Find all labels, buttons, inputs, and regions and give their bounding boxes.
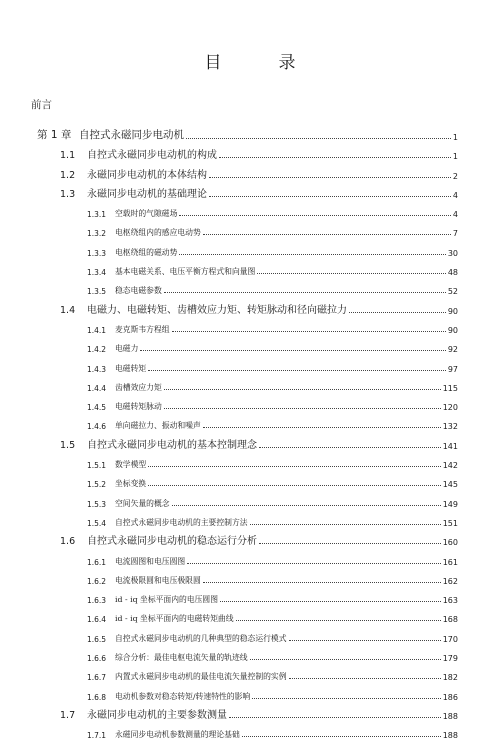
- toc-entry-page-number: 170: [442, 634, 458, 644]
- toc-entry-number: 1.1: [60, 150, 87, 161]
- dot-leader: [209, 177, 451, 178]
- toc-entry-title: 麦克斯韦方程组: [115, 324, 170, 334]
- dot-leader: [179, 215, 451, 216]
- dot-leader: [250, 659, 441, 660]
- toc-entry-number: 1.4.6: [87, 422, 115, 431]
- dot-leader: [229, 717, 441, 718]
- toc-sub-entry[interactable]: [87, 489, 458, 508]
- toc-entry-number: 1.6.4: [87, 615, 115, 624]
- toc-sub-entry[interactable]: [87, 682, 458, 701]
- toc-sub-entry[interactable]: [87, 277, 458, 296]
- toc-entry-title: 自控式永磁同步电动机的稳态运行分析: [87, 532, 259, 547]
- table-of-contents: [0, 120, 500, 740]
- toc-section-entry[interactable]: [60, 431, 458, 450]
- toc-entry-number: 1.4.1: [87, 326, 115, 335]
- toc-entry-title: 电磁力、电磁转矩、齿槽效应力矩、转矩脉动和径向磁拉力: [87, 301, 349, 316]
- toc-sub-entry[interactable]: [87, 238, 458, 257]
- toc-entry-number: 1.6.8: [87, 693, 115, 702]
- toc-entry-page-number: 92: [447, 345, 458, 355]
- toc-sub-entry[interactable]: [87, 451, 458, 470]
- dot-leader: [259, 447, 441, 448]
- toc-entry-number: 1.6.1: [87, 558, 115, 567]
- toc-entry-number: 1.4.4: [87, 384, 115, 393]
- toc-sub-entry[interactable]: [87, 547, 458, 566]
- toc-entry-page-number: 151: [442, 518, 458, 528]
- toc-entry-number: 1.3.1: [87, 210, 115, 219]
- toc-entry-number: 1.6.6: [87, 654, 115, 663]
- toc-entry-title: 自控式永磁同步电动机的构成: [87, 146, 219, 161]
- dot-leader: [164, 408, 441, 409]
- dot-leader: [209, 196, 451, 197]
- toc-entry-number: 1.5.4: [87, 519, 115, 528]
- dot-leader: [259, 543, 441, 544]
- toc-entry-title: 基本电磁关系、电压平衡方程式和向量图: [115, 267, 256, 277]
- toc-entry-page-number: 188: [442, 711, 458, 721]
- toc-entry-page-number: 163: [442, 596, 458, 606]
- dot-leader: [179, 254, 445, 255]
- dot-leader: [250, 524, 441, 525]
- toc-sub-entry[interactable]: [87, 200, 458, 219]
- toc-entry-page-number: 120: [442, 403, 458, 413]
- toc-entry-number: 1.5: [60, 440, 87, 451]
- toc-entry-page-number: 168: [442, 615, 458, 625]
- toc-entry-page-number: 90: [447, 325, 458, 335]
- toc-entry-page-number: 188: [442, 731, 458, 740]
- toc-entry-page-number: 1: [452, 133, 458, 142]
- dot-leader: [164, 389, 441, 390]
- toc-entry-number: 1.3: [60, 189, 87, 200]
- toc-sub-entry[interactable]: [87, 567, 458, 586]
- dot-leader: [172, 331, 446, 332]
- toc-section-entry[interactable]: [60, 528, 458, 547]
- toc-entry-number: 1.6.3: [87, 596, 115, 605]
- toc-entry-title: 电枢绕组内的感应电动势: [115, 228, 201, 238]
- toc-sub-entry[interactable]: [87, 470, 458, 489]
- toc-entry-number: 1.4.2: [87, 345, 115, 354]
- toc-sub-entry[interactable]: [87, 663, 458, 682]
- toc-entry-page-number: 52: [447, 287, 458, 297]
- toc-entry-page-number: 4: [452, 210, 458, 220]
- toc-entry-page-number: 97: [447, 364, 458, 374]
- toc-entry-page-number: 115: [442, 383, 458, 393]
- toc-entry-number: 1.5.1: [87, 461, 115, 470]
- toc-entry-number: 1.3.5: [87, 287, 115, 296]
- toc-entry-title: 数学模型: [115, 460, 147, 470]
- toc-section-entry[interactable]: [60, 181, 458, 200]
- toc-entry-page-number: 90: [447, 306, 458, 316]
- toc-entry-page-number: 48: [447, 268, 458, 278]
- toc-entry-title: 永磁同步电动机的基础理论: [87, 185, 209, 200]
- toc-entry-number: 1.6.5: [87, 635, 115, 644]
- toc-sub-entry[interactable]: [87, 258, 458, 277]
- toc-sub-entry[interactable]: [87, 624, 458, 643]
- toc-entry-number: 1.3.4: [87, 268, 115, 277]
- toc-entry-page-number: 30: [447, 248, 458, 258]
- dot-leader: [186, 138, 451, 139]
- dot-leader: [140, 350, 445, 351]
- toc-entry-title: 电流极限圆和电压极限圆: [115, 575, 201, 585]
- dot-leader: [187, 563, 441, 564]
- toc-entry-title: id - iq 坐标平面内的电磁转矩曲线: [115, 614, 234, 624]
- dot-leader: [203, 582, 441, 583]
- toc-entry-title: 稳态电磁参数: [115, 286, 162, 296]
- page-title: 目 录: [204, 53, 316, 73]
- toc-entry-page-number: 149: [442, 499, 458, 509]
- toc-entry-title: 齿槽效应力矩: [115, 382, 162, 392]
- preface-heading: 前言: [31, 99, 52, 111]
- toc-sub-entry[interactable]: [87, 644, 458, 663]
- toc-chapter-entry[interactable]: [37, 120, 458, 142]
- toc-entry-title: 电磁力: [115, 344, 139, 354]
- toc-entry-number: 1.6: [60, 536, 87, 547]
- toc-section-entry[interactable]: [60, 142, 458, 161]
- toc-entry-number: 1.2: [60, 170, 87, 181]
- toc-entry-title: 永磁同步电动机的主要参数测量: [87, 706, 229, 721]
- toc-entry-page-number: 2: [452, 171, 458, 181]
- toc-entry-page-number: 7: [452, 229, 458, 239]
- dot-leader: [236, 620, 441, 621]
- toc-entry-title: 永磁同步电动机的本体结构: [87, 166, 209, 181]
- dot-leader: [242, 736, 441, 737]
- toc-entry-page-number: 162: [442, 576, 458, 586]
- toc-section-entry[interactable]: [60, 296, 458, 315]
- toc-entry-number: 1.6.7: [87, 673, 115, 682]
- toc-entry-page-number: 182: [442, 673, 458, 683]
- dot-leader: [219, 157, 451, 158]
- dot-leader: [289, 640, 441, 641]
- toc-entry-title: 综合分析：最佳电枢电流矢量的轨迹线: [115, 653, 248, 663]
- toc-entry-title: 电磁转矩: [115, 363, 147, 373]
- dot-leader: [148, 466, 441, 467]
- dot-leader: [172, 505, 441, 506]
- dot-leader: [349, 312, 446, 313]
- toc-sub-entry[interactable]: [87, 393, 458, 412]
- toc-entry-page-number: 179: [442, 654, 458, 664]
- toc-entry-number: 1.4: [60, 305, 87, 316]
- toc-entry-page-number: 186: [442, 692, 458, 702]
- toc-sub-entry[interactable]: [87, 721, 458, 740]
- dot-leader: [203, 234, 451, 235]
- toc-entry-page-number: 141: [442, 441, 458, 451]
- toc-sub-entry[interactable]: [87, 219, 458, 238]
- toc-entry-title: 自控式永磁同步电动机的主要控制方法: [115, 517, 248, 527]
- toc-sub-entry[interactable]: [87, 316, 458, 335]
- toc-entry-page-number: 1: [452, 152, 458, 162]
- toc-entry-number: 1.4.5: [87, 403, 115, 412]
- toc-sub-entry[interactable]: [87, 412, 458, 431]
- toc-entry-page-number: 160: [442, 538, 458, 548]
- toc-sub-entry[interactable]: [87, 374, 458, 393]
- toc-entry-title: 电动机参数对稳态转矩/转速特性的影响: [115, 691, 251, 701]
- toc-entry-number: 1.5.3: [87, 500, 115, 509]
- toc-entry-title: 电流圆图和电压圆图: [115, 556, 186, 566]
- toc-entry-page-number: 145: [442, 480, 458, 490]
- dot-leader: [220, 601, 441, 602]
- toc-entry-number: 1.7: [60, 710, 87, 721]
- toc-entry-number: 1.3.2: [87, 229, 115, 238]
- dot-leader: [289, 678, 441, 679]
- toc-entry-title: 空间矢量的概念: [115, 498, 170, 508]
- toc-entry-page-number: 142: [442, 461, 458, 471]
- toc-entry-page-number: 132: [442, 422, 458, 432]
- toc-entry-title: id - iq 坐标平面内的电压圆图: [115, 595, 219, 605]
- toc-entry-title: 空载时的气隙磁场: [115, 209, 178, 219]
- toc-sub-entry[interactable]: [87, 605, 458, 624]
- toc-entry-number: 1.4.3: [87, 365, 115, 374]
- toc-entry-title: 电磁转矩脉动: [115, 402, 162, 412]
- toc-entry-number: 1.6.2: [87, 577, 115, 586]
- dot-leader: [257, 273, 445, 274]
- toc-section-entry[interactable]: [60, 702, 458, 721]
- toc-entry-number: 1.5.2: [87, 480, 115, 489]
- dot-leader: [164, 292, 446, 293]
- toc-entry-title: 自控式永磁同步电动机的基本控制理念: [87, 436, 259, 451]
- toc-entry-title: 内置式永磁同步电动机的最佳电流矢量控制的实例: [115, 672, 287, 682]
- toc-entry-page-number: 161: [442, 557, 458, 567]
- toc-entry-number: 第 1 章: [37, 127, 79, 142]
- toc-sub-entry[interactable]: [87, 335, 458, 354]
- toc-entry-title: 坐标变换: [115, 479, 147, 489]
- toc-sub-entry[interactable]: [87, 509, 458, 528]
- toc-entry-title: 自控式永磁同步电动机的几种典型的稳态运行模式: [115, 633, 287, 643]
- toc-entry-title: 自控式永磁同步电动机: [79, 129, 184, 141]
- dot-leader: [252, 698, 441, 699]
- toc-entry-number: 1.3.3: [87, 249, 115, 258]
- toc-entry-page-number: 4: [452, 190, 458, 200]
- toc-entry-title: 单向磁拉力、振动和噪声: [115, 421, 201, 431]
- dot-leader: [148, 485, 441, 486]
- toc-entry-title: 永磁同步电动机参数测量的理论基础: [115, 730, 240, 740]
- toc-sub-entry[interactable]: [87, 354, 458, 373]
- toc-entry-number: 1.7.1: [87, 731, 115, 740]
- toc-entry-title: 电枢绕组的磁动势: [115, 247, 178, 257]
- toc-sub-entry[interactable]: [87, 586, 458, 605]
- dot-leader: [148, 370, 446, 371]
- toc-section-entry[interactable]: [60, 161, 458, 180]
- dot-leader: [203, 427, 441, 428]
